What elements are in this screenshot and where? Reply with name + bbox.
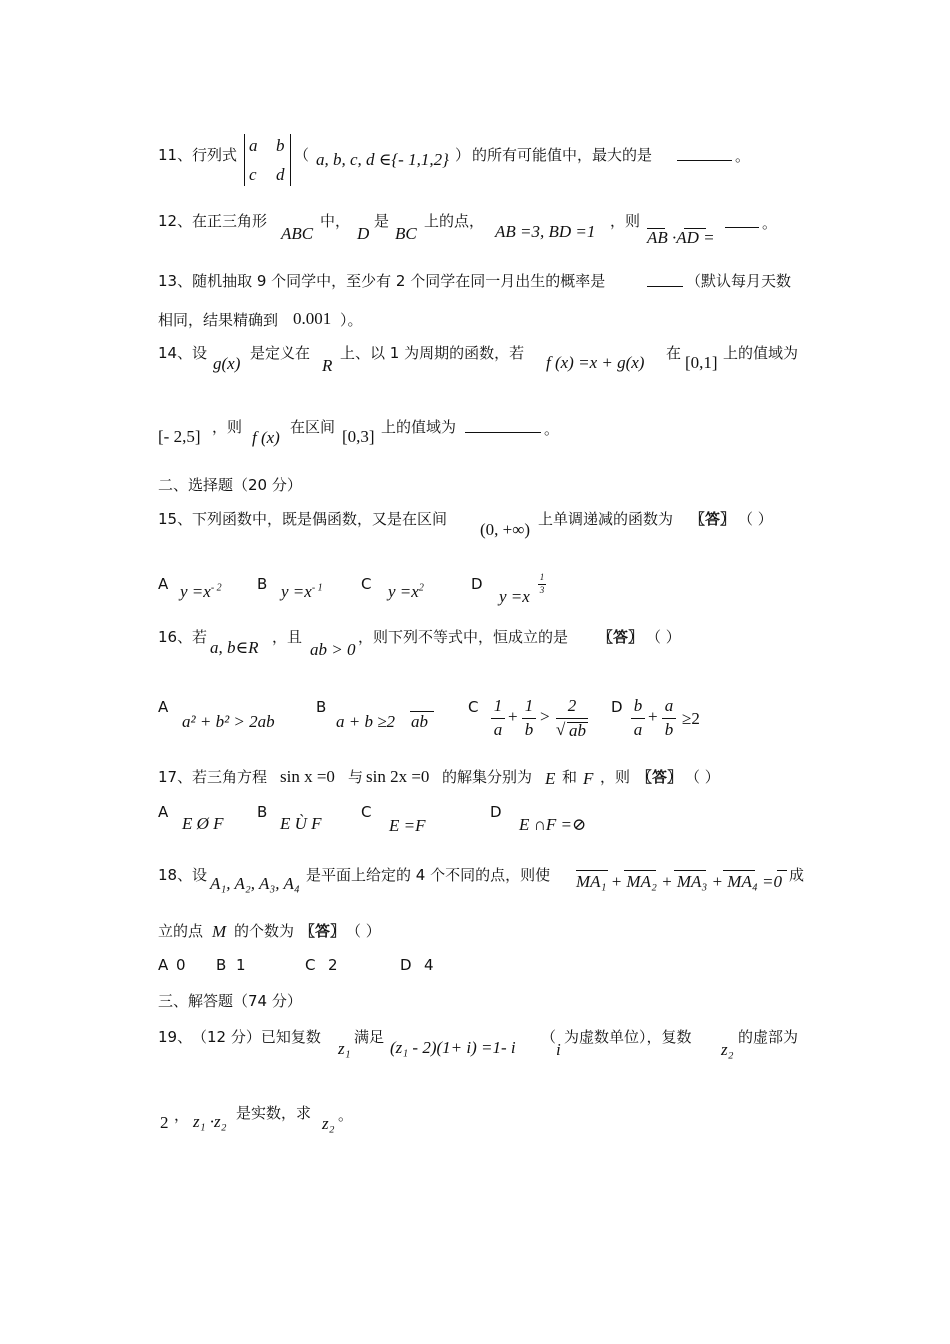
q11-paren-close: ） xyxy=(455,146,471,164)
q18-text-c: 成 xyxy=(789,866,805,884)
q15-text-a: 下列函数中，既是偶函数，又是在区间 xyxy=(192,510,448,528)
q11-text-b: 的所有可能值中，最大的是 xyxy=(472,146,653,164)
q17-opt-d-expr: E ∩F =⊘ xyxy=(519,815,587,834)
q14-text-e: 上的值域为 xyxy=(723,344,799,362)
q19-z2: z₂ xyxy=(721,1040,734,1059)
q15-opt-d-expr: y =x xyxy=(499,587,530,606)
q14-text-c: 上、以 1 为周期的函数，若 xyxy=(340,344,525,362)
q15-opt-a-label: A xyxy=(158,575,169,593)
q16-opt-c-n2: 1 xyxy=(524,696,534,715)
q14-text-f: ，则 xyxy=(212,418,243,436)
q14-fx-def: f (x) =x + g(x) xyxy=(546,353,645,372)
q16-opt-c-d3: ab xyxy=(569,721,586,740)
q16-opt-c-plus: + xyxy=(508,707,518,726)
q16-opt-d-ge: ≥2 xyxy=(682,709,700,728)
q12-d: D xyxy=(357,224,370,243)
q17-e: E xyxy=(545,769,556,788)
q18-opt-c-value: 2 xyxy=(328,956,338,974)
q18-opt-a-value: 0 xyxy=(176,956,186,974)
q14-text-d: 在 xyxy=(666,344,682,362)
q15-opt-b-label: B xyxy=(257,575,268,593)
q17-opt-b-label: B xyxy=(257,803,268,821)
q15-interval: (0, +∞) xyxy=(480,520,531,539)
q18-paren: （ ） xyxy=(346,922,381,940)
q17-text-b: 与 xyxy=(348,768,364,786)
q14-text-a: 设 xyxy=(192,344,208,362)
q16-opt-c-bar2 xyxy=(522,718,536,719)
q12-text-a: 在正三角形 xyxy=(192,212,268,230)
q15-opt-c-expr: $y =x^2$ xyxy=(388,582,424,601)
q18-text-a: 设 xyxy=(192,866,208,884)
q16-opt-d-d2: b xyxy=(664,720,674,739)
q16-opt-c-sqrt-sign: √ xyxy=(556,720,566,739)
q13-line1: 13、随机抽取 9 个同学中，至少有 2 个同学在同一月出生的概率是 xyxy=(158,272,606,290)
q16-opt-c-n1: 1 xyxy=(493,696,503,715)
q16-cond2: ab > 0 xyxy=(310,640,356,659)
q15-opt-d-exp-num: 1 xyxy=(539,572,545,582)
q12-text-e: ，则 xyxy=(610,212,641,230)
q17-opt-a-label: A xyxy=(158,803,169,821)
q12-end: 。 xyxy=(762,214,778,232)
q14-fx: f (x) xyxy=(252,428,280,447)
q14-r: R xyxy=(322,356,333,375)
det-b: b xyxy=(276,136,285,155)
q16-opt-c-bar3 xyxy=(556,718,588,719)
section-3-title: 三、解答题（74 分） xyxy=(158,992,302,1010)
q15-paren: （ ） xyxy=(738,510,773,528)
q16-opt-b-expr: a + b ≥2 xyxy=(336,712,396,731)
det-a: a xyxy=(249,136,258,155)
q16-opt-c-gt: > xyxy=(540,707,550,726)
q12-answer-blank xyxy=(725,227,759,228)
q15-answer-mark: 〖答〗 xyxy=(690,510,736,528)
q13-line2-b: ）。 xyxy=(340,311,363,329)
q19-text-b: 满足 xyxy=(354,1028,385,1046)
q12-abc: ABC xyxy=(281,224,314,243)
vector-ma1-arrow xyxy=(576,870,608,871)
q19-two: 2 xyxy=(160,1113,169,1132)
q12-text-d: 上的点， xyxy=(424,212,485,230)
q18-text-b: 是平面上给定的 4 个不同的点，则使 xyxy=(306,866,551,884)
q17-opt-c-label: C xyxy=(361,803,372,821)
q14-end: 。 xyxy=(544,420,560,438)
q11-number: 11、 xyxy=(158,146,193,164)
q16-opt-a-expr: a² + b² > 2ab xyxy=(182,712,275,731)
q19-z1: z₁ xyxy=(338,1039,351,1058)
q19-number: 19、 xyxy=(158,1028,193,1046)
q16-cond1: a, b∈R xyxy=(210,638,259,657)
q12-expression: AB ·AD = xyxy=(647,228,715,247)
q16-answer-mark: 〖答〗 xyxy=(598,628,644,646)
q17-opt-b-expr: E Ù F xyxy=(280,814,322,833)
q19-text-d: 为虚数单位），复数 xyxy=(564,1028,692,1046)
q11-end: 。 xyxy=(735,147,751,165)
q16-opt-d-bar2 xyxy=(662,718,676,719)
q18-number: 18、 xyxy=(158,866,193,884)
q19-text-f: ， xyxy=(174,1106,190,1124)
q17-opt-c-expr: E =F xyxy=(389,816,426,835)
q18-line2-a: 立的点 xyxy=(158,922,204,940)
q13-precision: 0.001 xyxy=(293,309,332,328)
det-c: c xyxy=(249,165,257,184)
q19-text-c: （ xyxy=(541,1028,557,1046)
zero-vector-arrow xyxy=(777,870,787,871)
det-left-bar xyxy=(244,134,245,186)
q19-equation: (z₁ - 2)(1+ i) =1- i xyxy=(390,1038,516,1057)
q13-answer-blank xyxy=(647,286,683,287)
q18-opt-d-label: D xyxy=(400,956,412,974)
q19-text-e: 的虚部为 xyxy=(738,1028,799,1046)
q16-number: 16、 xyxy=(158,628,193,646)
q14-answer-blank xyxy=(465,432,541,433)
det-d: d xyxy=(276,165,285,184)
q18-answer-mark: 〖答〗 xyxy=(300,922,346,940)
q15-opt-a-expr: $y =x^{- 2}$ xyxy=(180,582,222,601)
q19-end: 。 xyxy=(338,1106,354,1124)
q14-interval1: [0,1] xyxy=(685,353,718,372)
q19-text-g: 是实数，求 xyxy=(236,1104,312,1122)
q16-opt-d-bar1 xyxy=(631,718,645,719)
q17-opt-a-expr: E Ø F xyxy=(182,814,224,833)
q18-m: M xyxy=(212,922,227,941)
q12-number: 12、 xyxy=(158,212,193,230)
q12-text-b: 中， xyxy=(320,212,351,230)
q18-opt-b-value: 1 xyxy=(236,956,246,974)
q14-gx: g(x) xyxy=(213,354,241,373)
q11-text-a: 行列式 xyxy=(192,146,238,164)
q15-opt-c-label: C xyxy=(361,575,372,593)
q18-opt-a-label: A xyxy=(158,956,169,974)
q16-text-b: ，且 xyxy=(272,628,303,646)
q18-points: A₁, A₂, A₃, A₄ xyxy=(210,874,300,893)
q13-line1-end: （默认每月天数 xyxy=(686,272,792,290)
q14-number: 14、 xyxy=(158,344,193,362)
q15-opt-d-label: D xyxy=(471,575,483,593)
q17-answer-mark: 〖答〗 xyxy=(637,768,683,786)
q16-opt-c-label: C xyxy=(468,698,479,716)
q11-answer-blank xyxy=(677,160,732,161)
q16-opt-c-bar1 xyxy=(491,718,505,719)
q16-opt-c-d2: b xyxy=(524,720,534,739)
q19-text-a: （12 分）已知复数 xyxy=(192,1028,321,1046)
q15-text-b: 上单调递减的函数为 xyxy=(538,510,674,528)
section-2-title: 二、选择题（20 分） xyxy=(158,476,302,494)
q16-opt-c-n3: 2 xyxy=(567,696,577,715)
q16-opt-d-n1: b xyxy=(633,696,643,715)
q17-number: 17、 xyxy=(158,768,193,786)
q14-text-g: 在区间 xyxy=(290,418,336,436)
vector-ma2-arrow xyxy=(624,870,656,871)
q17-text-a: 若三角方程 xyxy=(192,768,268,786)
q14-interval2: [0,3] xyxy=(342,427,375,446)
q16-opt-d-d1: a xyxy=(633,720,643,739)
q16-opt-d-label: D xyxy=(611,698,623,716)
q17-text-e: ，则 xyxy=(600,768,631,786)
q19-i: i xyxy=(556,1040,561,1059)
q11-paren-open: （ xyxy=(294,146,310,164)
q12-bc: BC xyxy=(395,224,417,243)
vector-ma4-arrow xyxy=(723,870,755,871)
q16-paren: （ ） xyxy=(646,628,681,646)
q17-opt-d-label: D xyxy=(490,803,502,821)
q17-text-d: 和 xyxy=(562,768,578,786)
q16-opt-c-d1: a xyxy=(493,720,503,739)
q18-opt-b-label: B xyxy=(216,956,227,974)
q16-opt-a-label: A xyxy=(158,698,169,716)
q11-condition: a, b, c, d ∈{- 1,1,2} xyxy=(316,150,449,169)
q16-text-c: ，则下列不等式中，恒成立的是 xyxy=(358,628,569,646)
q12-text-c: 是 xyxy=(374,212,390,230)
q17-f: F xyxy=(583,769,594,788)
q16-text-a: 若 xyxy=(192,628,208,646)
q15-opt-d-exp-den: 3 xyxy=(539,585,545,595)
q18-opt-c-label: C xyxy=(305,956,316,974)
vector-ma3-arrow xyxy=(674,870,706,871)
q12-condition: AB =3, BD =1 xyxy=(495,222,596,241)
q14-text-b: 是定义在 xyxy=(250,344,311,362)
det-right-bar xyxy=(290,134,291,186)
q17-eq2: sin 2x =0 xyxy=(366,767,430,786)
q15-number: 15、 xyxy=(158,510,193,528)
q15-opt-b-expr: $y =x^{- 1}$ xyxy=(281,582,323,601)
q14-range1: [- 2,5] xyxy=(158,427,201,446)
q16-opt-b-label: B xyxy=(316,698,327,716)
q18-equation: MA₁ + MA₂ + MA₃ + MA₄ =0 xyxy=(576,872,782,891)
q14-text-h: 上的值域为 xyxy=(381,418,457,436)
q17-text-c: 的解集分别为 xyxy=(442,768,533,786)
q13-line2-a: 相同，结果精确到 xyxy=(158,311,279,329)
q17-paren: （ ） xyxy=(685,768,720,786)
q18-opt-d-value: 4 xyxy=(424,956,434,974)
q16-opt-d-n2: a xyxy=(664,696,674,715)
q17-eq1: sin x =0 xyxy=(280,767,335,786)
q19-z2-final: z₂ xyxy=(322,1114,335,1133)
q16-opt-d-plus: + xyxy=(648,707,658,726)
q16-opt-b-radicand: ab xyxy=(411,712,428,731)
q19-product: z₁ ·z₂ xyxy=(193,1112,227,1131)
q18-line2-b: 的个数为 xyxy=(234,922,295,940)
